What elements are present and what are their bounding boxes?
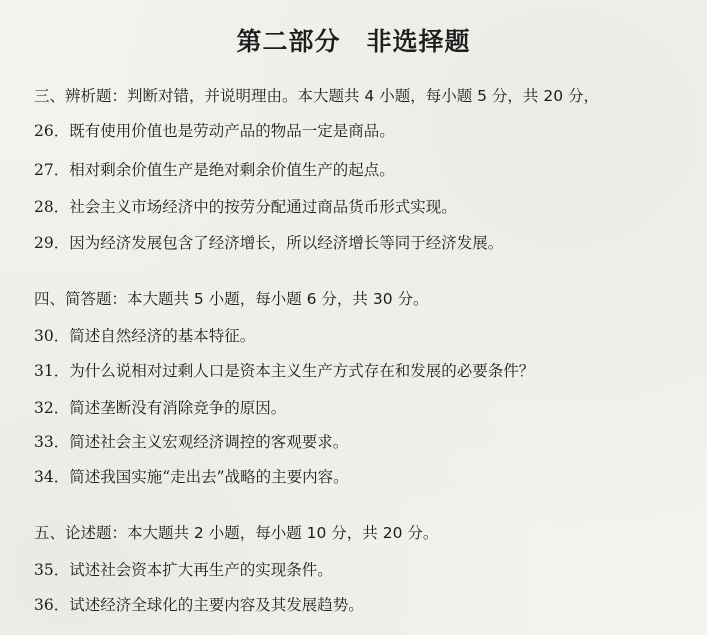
section-heading-essay: 五、论述题：本大题共 2 小题，每小题 10 分，共 20 分。 [34,524,439,542]
question-26: 26．既有使用价值也是劳动产品的物品一定是商品。 [34,122,395,140]
question-33: 33．简述社会主义宏观经济调控的客观要求。 [34,433,349,451]
question-30: 30．简述自然经济的基本特征。 [34,327,256,345]
question-36: 36．试述经济全球化的主要内容及其发展趋势。 [34,596,364,614]
section-heading-short-answer: 四、简答题：本大题共 5 小题，每小题 6 分，共 30 分。 [34,290,429,308]
question-28: 28．社会主义市场经济中的按劳分配通过商品货币形式实现。 [34,198,457,216]
question-31: 31．为什么说相对过剩人口是资本主义生产方式存在和发展的必要条件？ [34,362,535,380]
section-heading-analysis: 三、辨析题：判断对错，并说明理由。本大题共 4 小题，每小题 5 分，共 20 分， [34,87,600,105]
question-29: 29．因为经济发展包含了经济增长，所以经济增长等同于经济发展。 [34,234,504,252]
page-title: 第二部分 非选择题 [236,27,471,56]
question-35: 35．试述社会资本扩大再生产的实现条件。 [34,561,333,579]
question-27: 27．相对剩余价值生产是绝对剩余价值生产的起点。 [34,161,395,179]
question-32: 32．简述垄断没有消除竞争的原因。 [34,399,287,417]
question-34: 34．简述我国实施“走出去”战略的主要内容。 [34,468,349,486]
